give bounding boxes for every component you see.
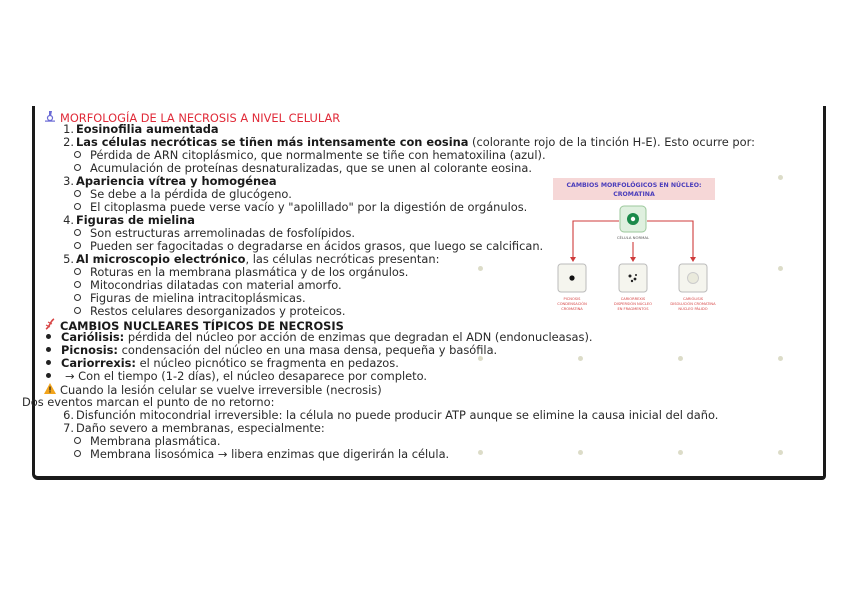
numbered-item: 3. Apariencia vítrea y homogénea xyxy=(63,174,277,188)
circle-bullet-icon xyxy=(74,229,81,236)
nuclear-item: → Con el tiempo (1-2 días), el núcleo desaparece por completo. xyxy=(44,370,814,383)
two-events-line: Dos eventos marcan el punto de no retorno: xyxy=(22,395,275,409)
figure-title-2: CROMATINA xyxy=(613,191,655,198)
numbered-item: 1. Eosinofilia aumentada xyxy=(63,122,219,136)
sub-item: Roturas en la membrana plasmática y de los orgánulos. xyxy=(44,266,814,279)
caption-picnosis-2: CONDENSACIÓN xyxy=(557,302,587,306)
caption-cariorrexis-2: DISPERSIÓN NÚCLEO xyxy=(614,302,652,306)
numbered-item: 4. Figuras de mielina xyxy=(63,213,195,227)
sub-item: Figuras de mielina intracitoplásmicas. xyxy=(44,292,814,305)
sub-item: Pérdida de ARN citoplásmico, que normalmente se tiñe con hematoxilina (azul). xyxy=(44,149,814,162)
event-item: 6. Disfunción mitocondrial irreversible: la célula no puede producir ATP aunque se elimine la causa inicial del daño. xyxy=(63,408,719,422)
membrane-item: Membrana plasmática. xyxy=(44,435,814,448)
numbered-item: 5. Al microscopio electrónico, las células necróticas presentan: xyxy=(63,252,440,266)
circle-bullet-icon xyxy=(74,151,81,158)
circle-bullet-icon xyxy=(74,437,81,444)
circle-bullet-icon xyxy=(74,281,81,288)
nuclear-item: Picnosis: condensación del núcleo en una masa densa, pequeña y basófila. xyxy=(44,344,814,357)
sub-item: Pueden ser fagocitadas o degradarse en ácidos grasos, que luego se calcifican. xyxy=(44,240,814,253)
warning-line: Cuando la lesión celular se vuelve irreversible (necrosis) xyxy=(44,383,814,396)
caption-cariolisis-2: DISOLUCIÓN CROMATINA xyxy=(670,302,716,306)
section-title: MORFOLOGÍA DE LA NECROSIS A NIVEL CELULAR xyxy=(44,110,814,123)
sub-item: Se debe a la pérdida de glucógeno. xyxy=(44,188,814,201)
bullet-icon xyxy=(46,334,51,339)
nuclear-item: Cariorrexis: el núcleo picnótico se fragmenta en pedazos. xyxy=(44,357,814,370)
caption-cariorrexis-1: CARIORREXIS xyxy=(620,297,646,301)
center-label: CÉLULA NORMAL xyxy=(616,235,650,240)
bullet-icon xyxy=(46,360,51,365)
caption-picnosis-1: PICNOSIS xyxy=(563,297,581,301)
caption-cariolisis-3: NÚCLEO PÁLIDO xyxy=(678,307,708,311)
nuclear-item: Cariólisis: pérdida del núcleo por acción de enzimas que degradan el ADN (endonucleasas). xyxy=(44,331,814,344)
sub-item: Mitocondrias dilatadas con material amorfo. xyxy=(44,279,814,292)
bullet-icon xyxy=(46,347,51,352)
circle-bullet-icon xyxy=(74,203,81,210)
sub-item: Son estructuras arremolinadas de fosfolípidos. xyxy=(44,227,814,240)
event-item: 7. Daño severo a membranas, especialmente: xyxy=(63,421,325,435)
circle-bullet-icon xyxy=(74,268,81,275)
bullet-icon xyxy=(46,373,51,378)
circle-bullet-icon xyxy=(74,450,81,457)
circle-bullet-icon xyxy=(74,294,81,301)
circle-bullet-icon xyxy=(74,164,81,171)
caption-picnosis-3: CROMATINA xyxy=(561,307,583,311)
nuclear-title: CAMBIOS NUCLEARES TÍPICOS DE NECROSIS xyxy=(44,318,814,331)
circle-bullet-icon xyxy=(74,242,81,249)
circle-bullet-icon xyxy=(74,307,81,314)
caption-cariolisis-1: CARIÓLISIS xyxy=(682,297,704,301)
nucleus-changes-figure xyxy=(549,176,719,320)
sub-item: Restos celulares desorganizados y proteicos. xyxy=(44,305,814,318)
membrane-item: Membrana lisosómica → libera enzimas que digerirán la célula. xyxy=(44,448,814,461)
sub-item: Acumulación de proteínas desnaturalizadas, que se unen al colorante eosina. xyxy=(44,162,814,175)
sub-item: El citoplasma puede verse vacío y "apolillado" por la digestión de orgánulos. xyxy=(44,201,814,214)
figure-title-1: CAMBIOS MORFOLÓGICOS EN NÚCLEO: xyxy=(566,182,702,189)
numbered-item: 2. Las células necróticas se tiñen más intensamente con eosina (colorante rojo de la tinción H-E). Esto ocurre por: xyxy=(63,135,755,149)
caption-cariorrexis-3: EN FRAGMENTOS xyxy=(617,307,649,311)
circle-bullet-icon xyxy=(74,190,81,197)
